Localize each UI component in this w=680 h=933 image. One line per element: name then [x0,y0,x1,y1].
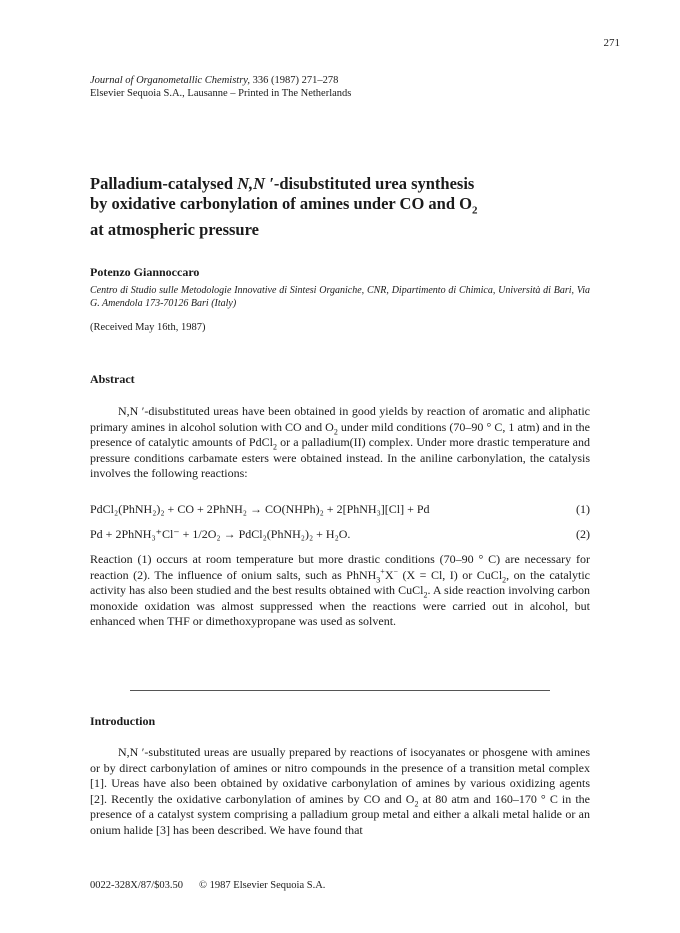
page-number: 271 [603,37,620,49]
article-code: 0022-328X/87/$03.50 [90,880,184,891]
abstract-heading: Abstract [90,372,135,386]
author-name: Potenzo Giannoccaro [90,265,200,279]
equation-1 [90,502,590,517]
copyright-notice: © 1987 Elsevier Sequoia S.A. [199,880,326,891]
received-date: (Received May 16th, 1987) [90,322,206,333]
journal-citation: 336 (1987) 271–278 [250,75,339,86]
journal-publisher: Elsevier Sequoia S.A., Lausanne – Printed in The Netherlands [90,88,352,99]
abstract-paragraph-1: N,N ′-disubstituted ureas have been obtained in good yields by reaction of aromatic and aliphatic primary amines in alcohol solution with CO and $O_2$ under mild conditions (70–90 ° C, 1 atm) and in the presence of catalytic amounts of PdCl$_2$ or a palladium(II) complex. Under more drastic temperature and pressure conditions carbamate esters were obtained instead. In the aniline carbonylation, the catalysis involves the following reactions: [90,404,591,480]
journal-title: Journal of Organometallic Chemistry, [90,75,251,86]
introduction-paragraph-1: N,N ′-substituted ureas are usually prepared by reactions of isocyanates or phosgene with amines or by direct carbonylation of amines or nitro compounds in the presence of a transition metal complex [1]. Ureas have also been obtained by oxidative carbonylation of amines by various oxidizing agents [2]. Recently the oxidative carbonylation of amines by CO and $O_2$ at 80 atm and 160–170 ° C in the presence of a catalyst system comprising a palladium group metal and either a alkali metal halide or an onium halide [3] has been described. We have found that [90,745,590,837]
equation-2-number: (2) [576,527,590,541]
equation-2-text: Pd + 2PhNH₃⁺Cl⁻ + 1/2O₂ → PdCl₂(PhNH₂)₂ + H₂O. [90,527,351,541]
equation-1-text: PdCl₂(PhNH₂)₂ + CO + 2PhNH₂ → CO(NHPh)₂ + 2[PhNH₃][Cl] + Pd [90,502,430,516]
journal-citation-line [90,74,351,87]
author-affiliation: Centro di Studio sulle Metodologie Innovative di Sintesi Organiche, CNR, Dipartimento di Chimica, Università di Bari, Via G. Amendola 173-70126 Bari (Italy) [90,285,590,309]
journal-header [90,74,351,100]
introduction-heading: Introduction [90,714,156,728]
abstract-paragraph-2: Reaction (1) occurs at room temperature but more drastic conditions (70–90 ° C) are necessary for reaction (2). The influence of onium salts, such as PhNH$_3$+X− (X = Cl, I) or CuCl$_2$, on the catalytic activity has also been studied and the best results obtained with CuCl$_2$. A side reaction involving carbon monoxide oxidation was almost suppressed when the reactions were carried out in alcohol, but enhanced when THF or dimethoxypropane was used as solvent. [90,552,590,628]
page-footer [90,880,325,891]
equation-1-number: (1) [576,502,590,516]
section-divider [130,690,550,691]
article-title: Palladium-catalysed N,N ′-disubstituted urea synthesis by oxidative carbonylation of amines under CO and $O_2$ at atmospheric pressure [90,174,478,240]
equation-2 [90,527,590,542]
